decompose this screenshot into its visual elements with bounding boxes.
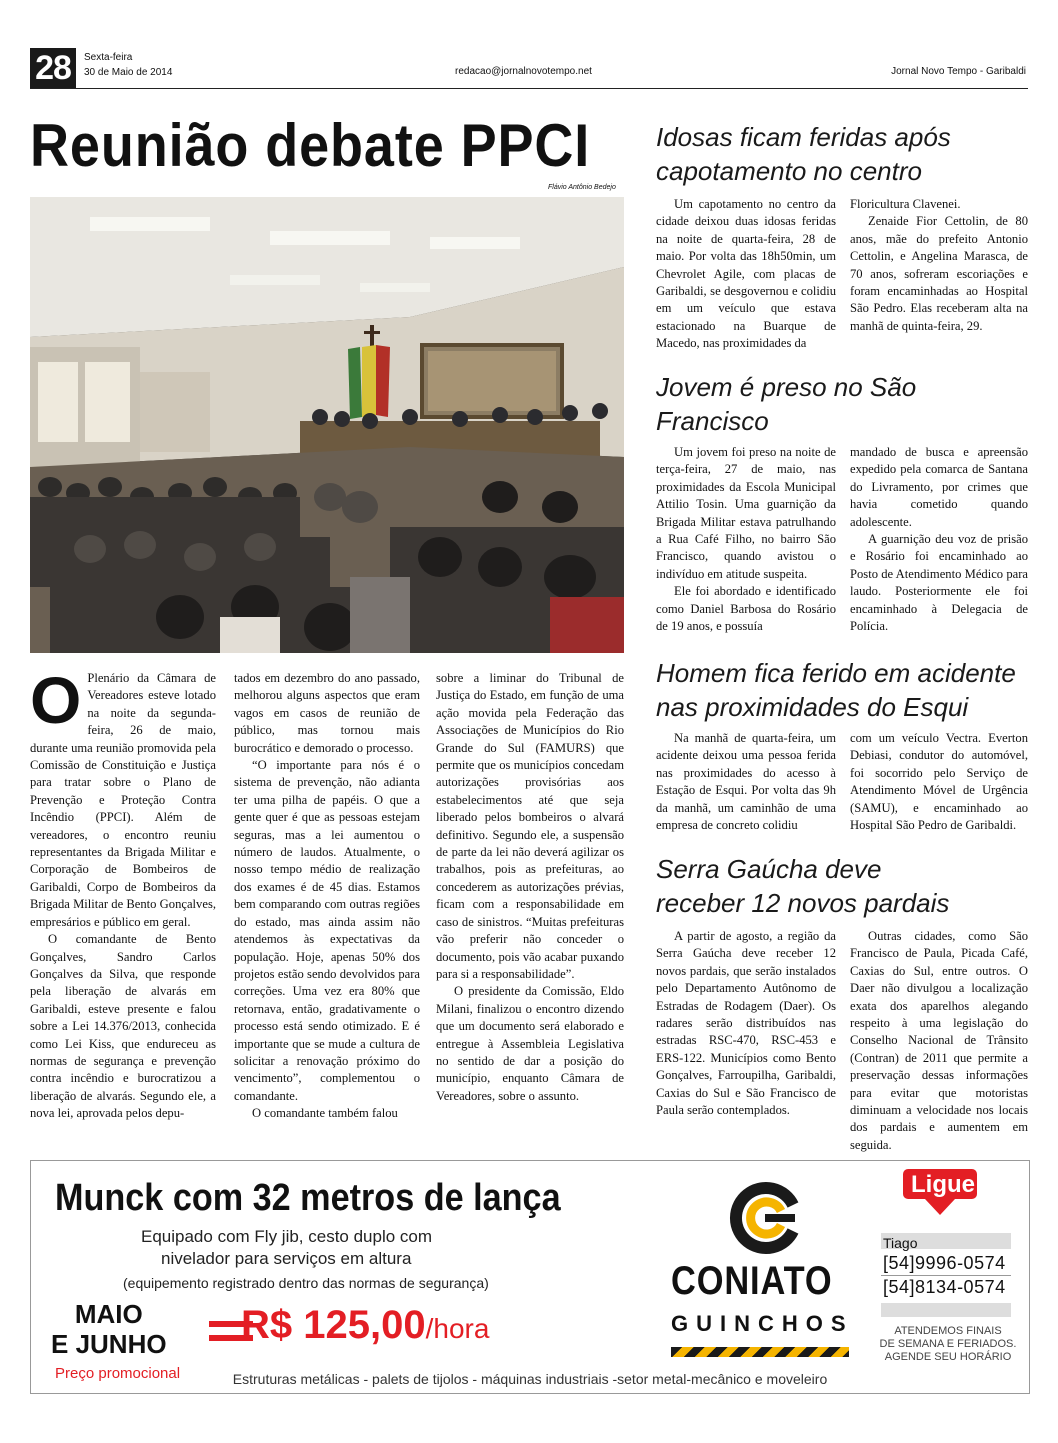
paragraph: Um capotamento no centro da cidade deixou duas idosas feridas na noite de quarta-feira, 28 de maio. Por volta das 18h50min, um Chevrolet Agile, com placas de Garibaldi, se desgovernou e colidiu em um veículo que estava estacionado na Buarque de Macedo, nas proximidades da bbox=[656, 197, 836, 351]
ad-promo-label: Preço promocional bbox=[55, 1365, 181, 1382]
paragraph: O comandante também falou bbox=[252, 1106, 398, 1121]
brand-subtitle: GUINCHOS bbox=[671, 1311, 854, 1336]
header-email[interactable]: redacao@jornalnovotempo.net bbox=[455, 66, 592, 77]
price-unit: /hora bbox=[425, 1313, 490, 1344]
story-4-column-right bbox=[850, 928, 1028, 1152]
paragraph: “O importante para nós é o sistema de prevenção, não adianta ter uma pilha de papéis. O que a gente quer é que as pessoas estejam seguras, mas a lei aumentou o número de laudos. Atualmente, o nosso tempo médio de realização dos exames é de 45 dias. Estamos bem comparando com outras regiões do estado, mas ainda assim não atendemos às expectativas da população. Hoje, apenas 50% dos projetos estão sendo devolvidos para correções. Uma vez era 80% que retornava, então, gradativamente o processo está sendo otimizado. E é importante que se mude a cultura de solicitar a renovação próximo do vencimento”, complementou o comandante. bbox=[234, 758, 420, 1103]
contact-name: Tiago bbox=[883, 1235, 918, 1251]
story-1-column-left bbox=[656, 196, 836, 356]
phone-1[interactable]: [54]9996-0574 bbox=[883, 1253, 1006, 1273]
ad-months-line-1: MAIO bbox=[74, 1299, 143, 1329]
main-article-column-1 bbox=[30, 663, 216, 1140]
phone-bar bbox=[881, 1303, 1011, 1317]
brand-name: CONIATO bbox=[671, 1259, 833, 1303]
header-date: 30 de Maio de 2014 bbox=[84, 67, 173, 78]
ad-headline: Munck com 32 metros de lança bbox=[55, 1177, 561, 1219]
paragraph: sobre a liminar do Tribunal de Justiça do Estado, em função de uma ação movida pela Federação das Associações de Municípios do Rio Grande do Sul (FAMURS) que permite que os municípios concedam autorizações provisórias aos estabelecimentos até que seja liberado pelos bombeiros o alvará definitivo. Segundo ele, a suspensão de parte da lei não deverá agilizar os trabalhos, pois as prefeituras, ao concederem as autorizações prévias, ficam com a responsabilidade em caso de sinistros. “Muitas prefeituras vão preferir não conceder o documento, pois vão acabar puxando para si a responsabilidade”. bbox=[436, 671, 624, 981]
story-3-headline: Homem fica ferido em acidente nas proximidades do Esqui bbox=[656, 658, 1016, 722]
header-rule bbox=[30, 88, 1028, 89]
ligue-label: Ligue bbox=[911, 1171, 975, 1198]
story-1-column-right bbox=[850, 196, 1028, 356]
paragraph: com um veículo Vectra. Everton Debiasi, condutor do automóvel, foi socorrido pelo Serviço de Atendimento Móvel de Urgência (SAMU), e encaminhado ao Hospital São Pedro de Garibaldi. bbox=[850, 731, 1028, 833]
header-day: Sexta-feira bbox=[84, 52, 133, 63]
drop-cap: O bbox=[30, 663, 82, 737]
notice-line-1: ATENDEMOS FINAIS bbox=[894, 1325, 1002, 1337]
meeting-photo bbox=[30, 197, 624, 653]
phone-divider bbox=[881, 1275, 1011, 1276]
hazard-stripe bbox=[671, 1347, 849, 1357]
paragraph: Outras cidades, como São Francisco de Paula, Picada Café, Caxias do Sul, entre outros. O Daer não divulgou a localização exata dos aparelhos alegando respeito à uma legislação do Conselho Nacional de Trânsito (Contran) de 2011 que permite a preservação dessas informações para evitar que motoristas diminuam a velocidade nos locais dos pardais e aumentem em seguida. bbox=[850, 929, 1028, 1152]
story-3-column-right bbox=[850, 730, 1028, 836]
ad-subtitle-line-2: nivelador para serviços em altura bbox=[161, 1249, 412, 1268]
page-number: 28 bbox=[30, 48, 76, 88]
paragraph: O comandante de Bento Gonçalves, Sandro Carlos Gonçalves da Silva, que responde pela liberação de alvarás em Garibaldi, esteve presente e falou sobre a Lei 14.376/2013, conhecida como Lei Kiss, que endureceu as normas de segurança e prevenção contra incêndio e burocratizou a liberação de alvarás. Segundo ele, a nova lei, aprovada pelos depu- bbox=[30, 932, 216, 1121]
story-2-column-right bbox=[850, 444, 1028, 640]
story-4-column-left bbox=[656, 928, 836, 1140]
story-3-column-left bbox=[656, 730, 836, 836]
paragraph: A partir de agosto, a região da Serra Gaúcha deve receber 12 novos pardais, que serão instalados pelo Departamento Autônomo de Estradas de Rodagem (Daer). Os radares serão distribuídos nas estradas RSC-470, RSC-453 e ERS-122. Municípios como Bento Gonçalves, Farroupilha, Garibaldi, Caxias do Sul e São Francisco de Paula serão contemplados. bbox=[656, 929, 836, 1118]
paragraph: Zenaide Fior Cettolin, de 80 anos, mãe do prefeito Antonio Cettolin, e Angelina Marasca, de 70 anos, sofreram escoriações e foram encaminhadas ao Hospital São Pedro. Elas receberam alta na manhã de quinta-feira, 29. bbox=[850, 214, 1028, 333]
phone-2[interactable]: [54]8134-0574 bbox=[883, 1277, 1006, 1297]
advertisement[interactable] bbox=[30, 1160, 1030, 1394]
paragraph: O presidente da Comissão, Eldo Milani, finalizou o encontro dizendo que um documento será elaborado e entregue à Assembleia Legislativa no sentido de dar a posição do município, enquanto Câmara de Vereadores, sobre o assunto. bbox=[436, 984, 624, 1103]
ad-footer: Estruturas metálicas - palets de tijolos - máquinas industriais -setor metal-mecânico e moveleiro bbox=[232, 1371, 828, 1387]
paragraph: Um jovem foi preso na noite de terça-feira, 27 de maio, nas proximidades da Escola Municipal Attilio Tosin. Uma guarnição da Brigada Militar estava patrulhando a Rua Café Filho, no bairro São Francisco, quando avistou o indivíduo em atitude suspeita. bbox=[656, 445, 836, 581]
header-paper-name: Jornal Novo Tempo - Garibaldi bbox=[891, 66, 1026, 77]
notice-line-3: AGENDE SEU HORÁRIO bbox=[884, 1351, 1012, 1363]
main-headline: Reunião debate PPCI bbox=[30, 112, 591, 179]
ad-subtitle-line-3: (equipemento registrado dentro das normas de segurança) bbox=[123, 1275, 489, 1291]
paragraph: Plenário da Câmara de Vereadores esteve lotado na noite da segunda-feira, 26 de maio, durante uma reunião promovida pela Comissão de Constituição e Justiça para tratar sobre o Plano de Prevenção e Proteção Contra Incêndio (PPCI). Além de vereadores, o encontro reuniu representantes da Brigada Militar e Corporação de Bombeiros de Garibaldi, Corpo de Bombeiros da Brigada Militar de Bento Gonçalves, empresários e público em geral. bbox=[30, 671, 216, 929]
paragraph: mandado de busca e apreensão expedido pela comarca de Santana do Livramento, por crimes que havia cometido quando adolescente. bbox=[850, 445, 1028, 529]
ad-months-line-2: E JUNHO bbox=[51, 1329, 167, 1359]
main-article-column-3 bbox=[436, 670, 624, 1140]
paragraph: Floricultura Clavenei. bbox=[850, 197, 961, 211]
paragraph: Ele foi abordado e identificado como Daniel Barbosa do Rosário de 19 anos, e possuía bbox=[656, 584, 836, 634]
ad-months bbox=[51, 1299, 167, 1359]
paragraph: A guarnição deu voz de prisão e Rosário foi encaminhado ao Posto de Atendimento Médico para laudo. Posteriormente ele foi encaminhado à Delegacia de Polícia. bbox=[850, 532, 1028, 634]
coniato-logo-icon bbox=[731, 1183, 801, 1253]
ad-notice bbox=[863, 1325, 1033, 1364]
main-article-column-2 bbox=[234, 670, 420, 1140]
paragraph: Na manhã de quarta-feira, um acidente deixou uma pessoa ferida nas proximidades do acesso à Estação de Esqui. Por volta das 9h da manhã, um caminhão de uma empresa de concreto colidiu bbox=[656, 731, 836, 833]
story-1-headline: Idosas ficam feridas após capotamento no centro bbox=[656, 122, 951, 186]
photo-credit: Flávio Antônio Bedejo bbox=[548, 184, 616, 191]
ad-price bbox=[241, 1303, 489, 1348]
story-2-headline: Jovem é preso no São Francisco bbox=[656, 372, 917, 436]
price-value: R$ 125,00 bbox=[241, 1303, 426, 1347]
story-2-column-left bbox=[656, 444, 836, 640]
paragraph: tados em dezembro do ano passado, melhorou alguns aspectos que eram vagos em casos de reunião de público, mas tornou mais burocrático e demorado o processo. bbox=[234, 671, 420, 755]
story-4-headline: Serra Gaúcha deve receber 12 novos pardais bbox=[656, 854, 950, 918]
ad-subtitle-line-1: Equipado com Fly jib, cesto duplo com bbox=[141, 1227, 433, 1246]
notice-line-2: DE SEMANA E FERIADOS. bbox=[879, 1338, 1017, 1350]
